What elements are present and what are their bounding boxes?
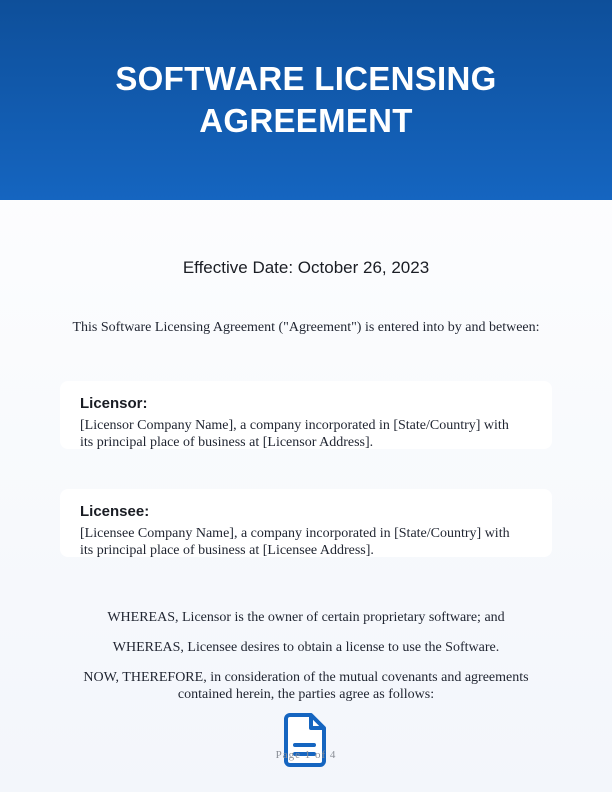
document-title: SOFTWARE LICENSING AGREEMENT bbox=[115, 60, 497, 139]
licensee-card bbox=[60, 489, 552, 557]
intro-paragraph: This Software Licensing Agreement ("Agreement") is entered into by and between: bbox=[72, 320, 540, 335]
licensee-label: Licensee: bbox=[80, 503, 150, 520]
recital-paragraph: NOW, THEREFORE, in consideration of the mutual covenants and agreements contained herein, the parties agree as follows: bbox=[83, 670, 529, 702]
licensor-label: Licensor: bbox=[80, 395, 148, 412]
licensor-details: [Licensor Company Name], a company incorporated in [State/Country] with its principal place of business at [Licensor Address]. bbox=[80, 418, 509, 450]
licensee-details: [Licensee Company Name], a company incorporated in [State/Country] with its principal place of business at [Licensee Address]. bbox=[80, 526, 510, 558]
effective-date: Effective Date: October 26, 2023 bbox=[182, 258, 430, 277]
header-banner bbox=[0, 0, 612, 200]
recital-paragraph: WHEREAS, Licensor is the owner of certain proprietary software; and bbox=[107, 610, 505, 625]
licensor-card bbox=[60, 381, 552, 449]
recital-paragraph: WHEREAS, Licensee desires to obtain a license to use the Software. bbox=[112, 640, 500, 655]
page-number: Page 1 of 4 bbox=[275, 749, 337, 761]
